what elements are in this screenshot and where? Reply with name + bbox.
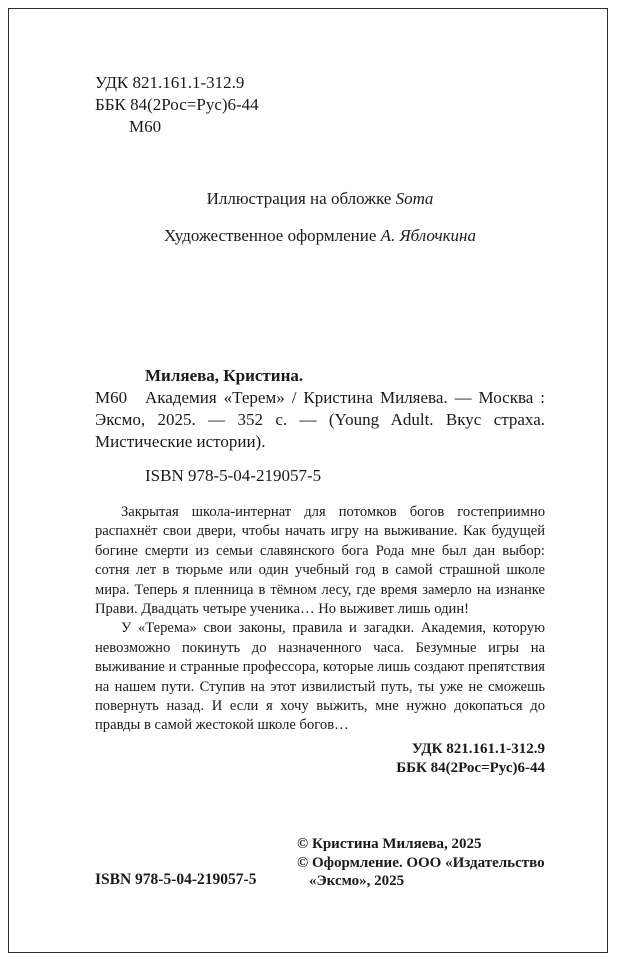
catalog-card bbox=[95, 365, 545, 453]
copyright-line: © Оформление. ООО «Издательство bbox=[297, 854, 545, 871]
page-content bbox=[95, 0, 545, 961]
catalog-author-sign: М60 bbox=[95, 388, 128, 407]
classification-codes-top bbox=[95, 72, 545, 138]
author-sign: М60 bbox=[129, 117, 162, 136]
annotation-paragraph-2: У «Терема» свои законы, правила и загадки. Академия, которую невозможно покинуть до назначенного часа. Безумные игры на выживание и странные профессора, которые лишь создают препятствия на нашем пути. Ступив на этот извилистый путь, ты уже не сможешь повернуть назад. И если я хочу выжить, мне нужно докопаться до правды в самой жестокой школе богов… bbox=[95, 620, 545, 734]
udc-code: УДК 821.161.1-312.9 bbox=[95, 73, 245, 92]
catalog-author: Миляева, Кристина. bbox=[145, 366, 304, 385]
isbn-line: ISBN 978-5-04-219057-5 bbox=[145, 466, 322, 485]
classification-codes-bottom bbox=[95, 740, 545, 778]
design-credit bbox=[95, 225, 545, 247]
catalog-entry: Академия «Терем» / Кристина Миляева. — Москва : Эксмо, 2025. — 352 с. — (Young Adult. Вкус страха. Мистические истории). bbox=[95, 388, 545, 451]
bbk-code: ББК 84(2Рос=Рус)6-44 bbox=[95, 95, 259, 114]
bbk-code-bottom: ББК 84(2Рос=Рус)6-44 bbox=[396, 759, 545, 776]
copyright-line: © Кристина Миляева, 2025 bbox=[297, 836, 482, 852]
annotation-block bbox=[95, 503, 545, 736]
design-credit-name: А. Яблочкина bbox=[380, 226, 476, 245]
footer-isbn: ISBN 978-5-04-219057-5 bbox=[95, 870, 257, 888]
design-credit-label: Художественное оформление bbox=[164, 226, 377, 245]
illustration-credit-label: Иллюстрация на обложке bbox=[206, 189, 392, 208]
copyright-line: «Эксмо», 2025 bbox=[309, 873, 405, 889]
illustration-credit bbox=[95, 188, 545, 210]
credits-block bbox=[95, 188, 545, 247]
udc-code-bottom: УДК 821.161.1-312.9 bbox=[411, 740, 545, 757]
copyright-block bbox=[297, 835, 545, 891]
annotation-paragraph-1: Закрытая школа-интернат для потомков богов гостеприимно распахнёт свои двери, чтобы начать игру на выживание. Как будущей богине смерти из семьи славянского бога Рода мне был дан выбор: сотня лет в тюрьме или один учебный год в самой страшной школе мира. Теперь я пленница в тёмном лесу, где время замерло на изнанке Прави. Двадцать четыре ученика… Но выживет лишь один! bbox=[95, 504, 545, 618]
footer bbox=[95, 835, 545, 891]
illustration-credit-name: Soma bbox=[395, 189, 434, 208]
